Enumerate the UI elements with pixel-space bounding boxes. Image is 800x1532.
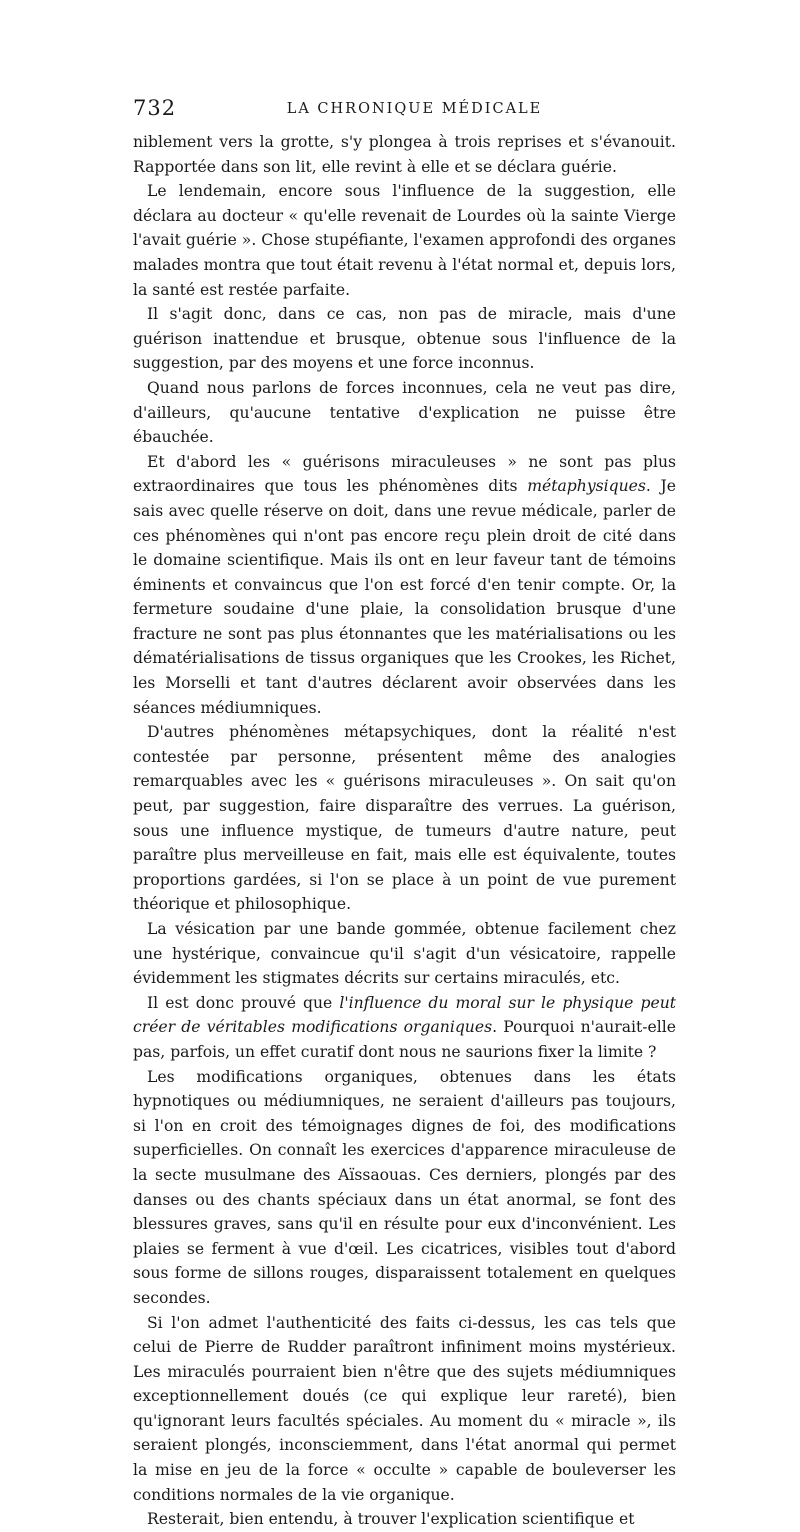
text-run: D'autres phénomènes métapsychiques, dont la réalité n'est contestée par personne, présentent même des analogies remarquables avec les « guérisons miraculeuses ». On sait qu'on peut, par suggestion, faire disparaître des verrues. La guérison, sous une influence mystique, de tumeurs d'autre nature, peut paraître plus merveilleuse en fait, mais elle est équivalente, toutes proportions gardées, si l'on se place à un point de vue purement théorique et philosophique. [133, 723, 676, 914]
paragraph [133, 1507, 676, 1532]
text-run: Il s'agit donc, dans ce cas, non pas de miracle, mais d'une guérison inattendue et brusque, obtenue sous l'influence de la suggestion, par des moyens et une force inconnus. [133, 305, 676, 373]
italic-text: l'influence du moral sur le physique peut créer de véritables modifications organiques [133, 993, 677, 1037]
paragraph [133, 1065, 676, 1311]
text-run: Si l'on admet l'authenticité des faits ci-dessus, les cas tels que celui de Pierre de Rudder paraîtront infiniment moins mystérieux. Les miraculés pourraient bien n'être que des sujets médiumniques exceptionnellement doués (ce qui explique leur rareté), bien qu'ignorant leurs facultés spéciales. Au moment du « miracle », ils seraient plongés, inconsciemment, dans l'état anormal qui permet la mise en jeu de la force « occulte » capable de bouleverser les conditions normales de la vie organique. [133, 1313, 676, 1504]
text-run: Et d'abord les « guérisons miraculeuses » ne sont pas plus extraordinaires que tous les phénomènes dits [133, 452, 676, 496]
page-header [133, 96, 676, 126]
paragraph [133, 720, 676, 917]
italic-text: métaphysiques [527, 477, 646, 496]
paragraph [133, 130, 676, 179]
text-run: Les modifications organiques, obtenues dans les états hypnotiques ou médiumniques, ne seraient d'ailleurs pas toujours, si l'on en croit des témoignages dignes de foi, des modifications superficielles. On connaît les exercices d'apparence miraculeuse de la secte musulmane des Aïssaouas. Ces derniers, plongés par des danses ou des chants spéciaux dans un état anormal, se font des blessures graves, sans qu'il en résulte pour eux d'inconvénient. Les plaies se ferment à vue d'œil. Les cicatrices, visibles tout d'abord sous forme de sillons rouges, disparaissent totalement en quelques secondes. [133, 1067, 676, 1307]
paragraph [133, 376, 676, 450]
text-run: Quand nous parlons de forces inconnues, cela ne veut pas dire, d'ailleurs, qu'aucune tentative d'explication ne puisse être ébauchée. [133, 378, 676, 447]
running-title: LA CHRONIQUE MÉDICALE [286, 101, 543, 117]
text-run: . Pourquoi n'aurait-elle pas, parfois, un effet curatif dont nous ne saurions fixer la limite ? [133, 1018, 676, 1061]
paragraph [133, 917, 676, 991]
paragraph [133, 991, 676, 1065]
text-run: Il est donc prouvé que [147, 993, 340, 1012]
paragraph [133, 1311, 676, 1508]
body-text [133, 130, 676, 1532]
text-run: niblement vers la grotte, s'y plongea à trois reprises et s'évanouit. Rapportée dans son lit, elle revint à elle et se déclara guérie. [133, 133, 676, 176]
text-run: Le lendemain, encore sous l'influence de la suggestion, elle déclara au docteur « qu'elle revenait de Lourdes où la sainte Vierge l'avait guérie ». Chose stupéfiante, l'examen approfondi des organes malades montra que tout était revenu à l'état normal et, depuis lors, la santé est restée parfaite. [133, 182, 676, 299]
text-run: La vésication par une bande gommée, obtenue facilement chez une hystérique, convaincue qu'il s'agit d'un vésicatoire, rappelle évidemment les stigmates décrits sur certains miraculés, etc. [133, 920, 676, 988]
paragraph [133, 179, 676, 302]
text-run: Resterait, bien entendu, à trouver l'explication scientifique et [147, 1510, 635, 1529]
text-run: . Je sais avec quelle réserve on doit, dans une revue médicale, parler de ces phénomènes qui n'ont pas encore reçu plein droit de cité dans le domaine scientifique. Mais ils ont en leur faveur tant de témoins éminents et convaincus que l'on est forcé d'en tenir compte. Or, la fermeture soudaine d'une plaie, la consolidation brusque d'une fracture ne sont pas plus étonnantes que les matérialisations ou les dématérialisations de tissus organiques que les Crookes, les Richet, les Morselli et tant d'autres déclarent avoir observées dans les séances médiumniques. [133, 477, 676, 717]
page-number: 732 [133, 96, 177, 120]
paragraph [133, 450, 676, 721]
paragraph [133, 302, 676, 376]
